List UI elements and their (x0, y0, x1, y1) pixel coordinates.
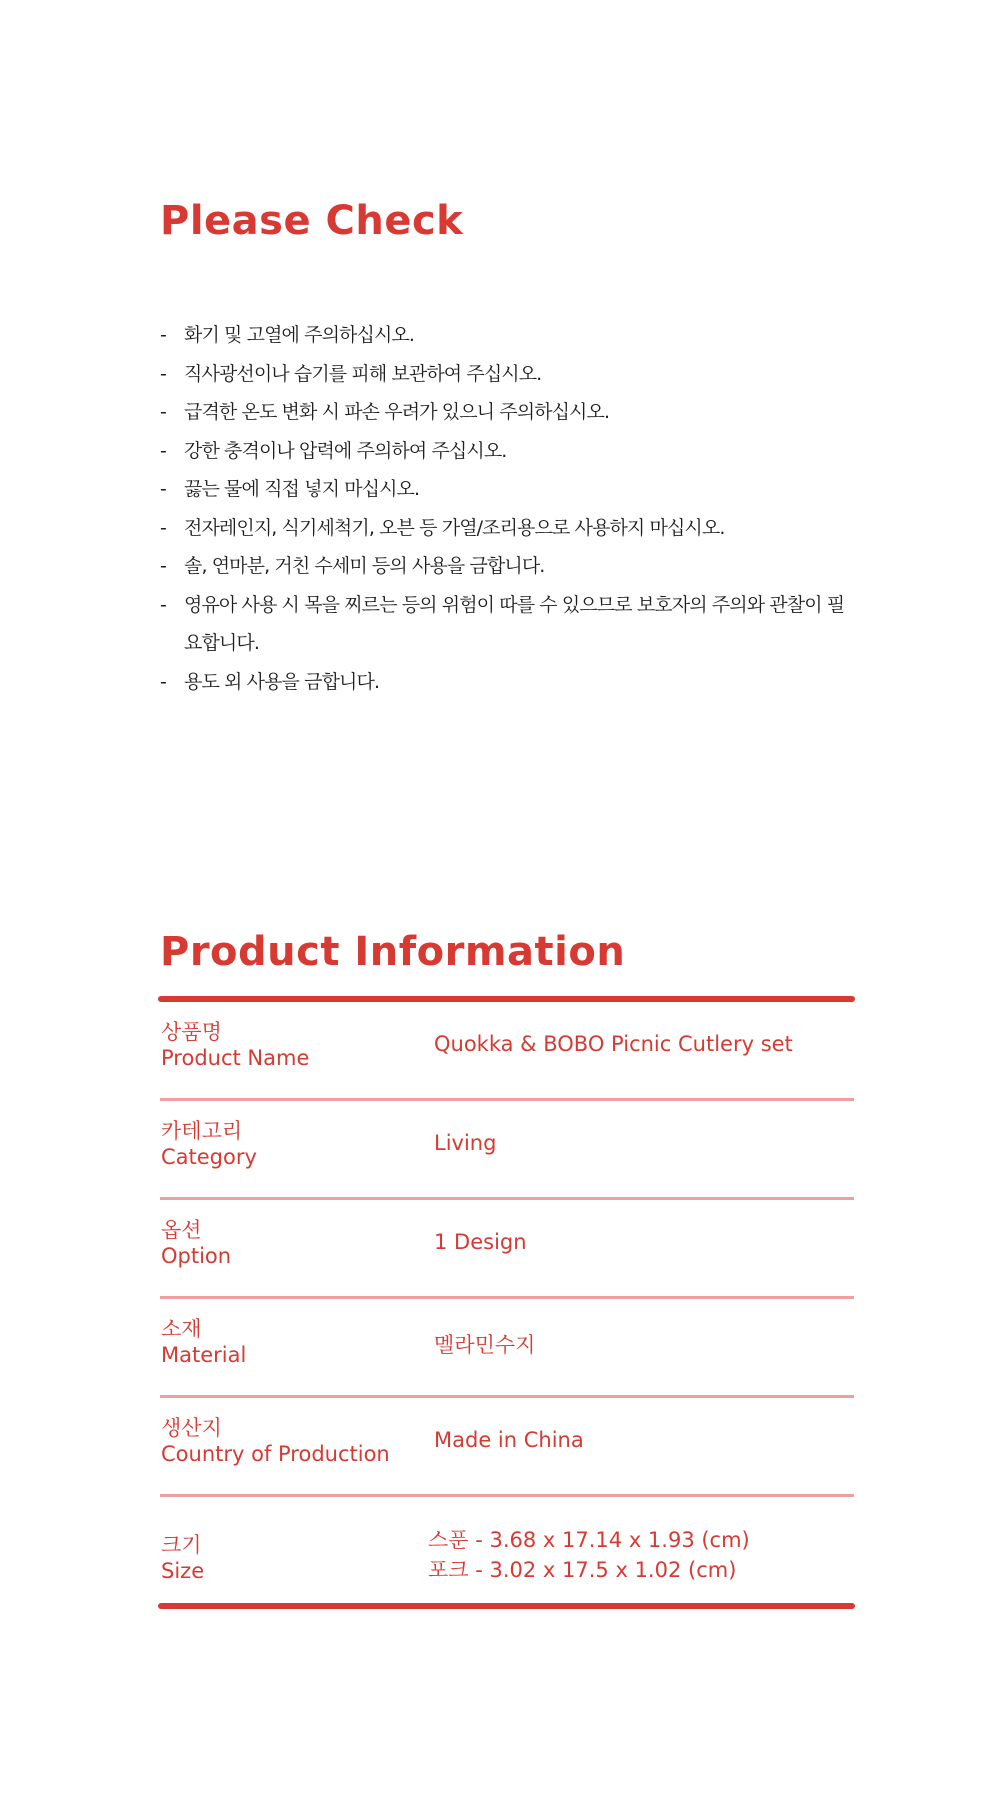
row-label-ko: 소재 (161, 1317, 202, 1341)
caution-item (160, 355, 860, 394)
bullet-dash: - (160, 439, 166, 462)
bullet-dash: - (160, 593, 166, 616)
caution-text: 화기 및 고열에 주의하십시오. (184, 324, 415, 346)
row-label-ko: 카테고리 (161, 1119, 243, 1143)
info-row-size (160, 1497, 854, 1617)
row-value: Quokka & BOBO Picnic Cutlery set (434, 1032, 793, 1056)
caution-item (160, 586, 860, 663)
caution-item (160, 316, 860, 355)
size-spoon: 스푼 - 3.68 x 17.14 x 1.93 (cm) (428, 1528, 750, 1552)
bullet-dash: - (160, 401, 166, 423)
row-value: Living (434, 1131, 497, 1155)
bullet-dash: - (160, 555, 166, 577)
caution-list (160, 316, 860, 701)
caution-text: 전자레인지, 식기세척기, 오븐 등 가열/조리용으로 사용하지 마십시오. (184, 516, 725, 539)
bullet-dash: - (160, 670, 166, 693)
row-value: Made in China (434, 1428, 584, 1452)
please-check-title: Please Check (160, 198, 464, 244)
row-label-en: Country of Production (161, 1442, 390, 1466)
info-row-product-name (160, 1002, 854, 1101)
size-values (428, 1525, 750, 1585)
row-label-en: Product Name (161, 1046, 310, 1070)
row-label-en: Option (161, 1244, 232, 1268)
caution-text: 직사광선이나 습기를 피해 보관하여 주십시오. (184, 362, 542, 385)
table-bottom-rule (158, 1603, 855, 1609)
info-row-country (160, 1398, 854, 1497)
row-label-en: Category (161, 1145, 257, 1169)
caution-text: 끓는 물에 직접 넣지 마십시오. (184, 478, 420, 500)
row-label-ko: 옵션 (161, 1218, 202, 1242)
product-information-title: Product Information (160, 929, 626, 975)
product-info-table (160, 1002, 854, 1617)
row-label-ko: 상품명 (161, 1020, 222, 1044)
row-value: 멜라민수지 (434, 1333, 536, 1357)
info-row-category (160, 1101, 854, 1200)
bullet-dash: - (160, 478, 166, 500)
caution-text: 솔, 연마분, 거친 수세미 등의 사용을 금합니다. (184, 555, 545, 577)
caution-item (160, 393, 860, 432)
caution-text: 급격한 온도 변화 시 파손 우려가 있으니 주의하십시오. (184, 401, 610, 423)
size-fork: 포크 - 3.02 x 17.5 x 1.02 (cm) (428, 1558, 737, 1582)
row-label-ko: 생산지 (161, 1416, 222, 1440)
caution-text: 영유아 사용 시 목을 찌르는 등의 위험이 따를 수 있으므로 보호자의 주의와 관찰이 필요합니다. (184, 593, 845, 654)
caution-text: 강한 충격이나 압력에 주의하여 주십시오. (184, 439, 507, 462)
caution-item (160, 547, 860, 586)
row-label-en: Material (161, 1343, 247, 1367)
row-label-ko: 크기 (161, 1533, 202, 1557)
caution-item (160, 663, 860, 702)
caution-item (160, 432, 860, 471)
info-row-option (160, 1200, 854, 1299)
bullet-dash: - (160, 324, 166, 346)
row-value: 1 Design (434, 1230, 527, 1254)
caution-item (160, 470, 860, 509)
row-label-en: Size (161, 1559, 205, 1583)
bullet-dash: - (160, 516, 166, 539)
caution-item (160, 509, 860, 548)
caution-text: 용도 외 사용을 금합니다. (184, 670, 380, 693)
info-row-material (160, 1299, 854, 1398)
bullet-dash: - (160, 362, 166, 385)
